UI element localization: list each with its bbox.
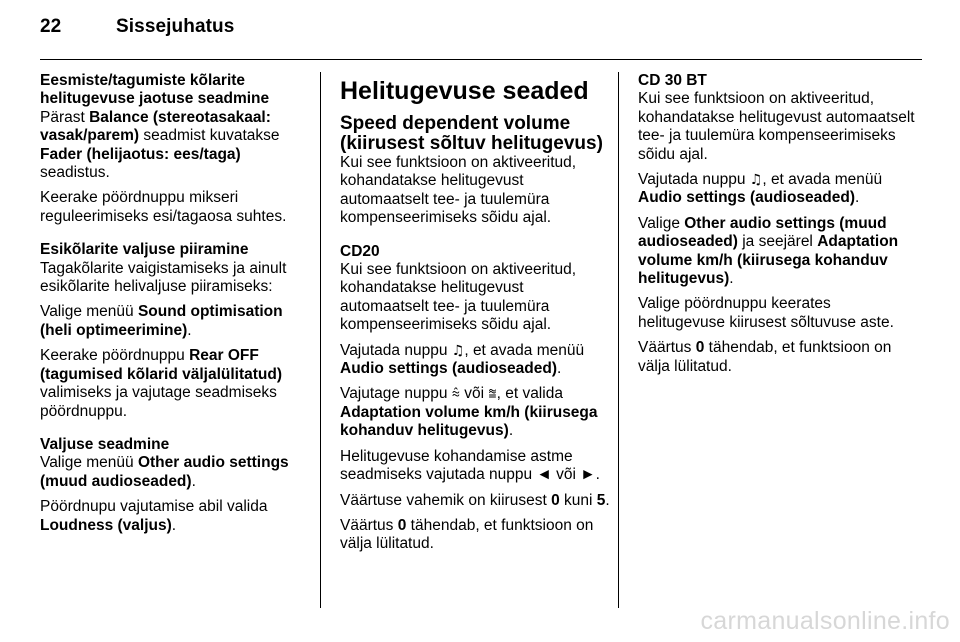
speed-dependent-volume-heading: Speed dependent volume (kiirusest sõltuv helitugevus) — [340, 113, 603, 154]
cd30-select-paragraph — [638, 215, 920, 289]
text: valimiseks ja vajutage seadmiseks pöördnuppu. — [40, 384, 277, 420]
text: seadmist kuvatakse — [139, 127, 280, 145]
text: . — [605, 491, 610, 509]
text: . — [191, 472, 196, 490]
text: , et avada menüü — [762, 171, 883, 189]
sound-optimisation-paragraph — [40, 303, 314, 340]
loudness-paragraph — [40, 498, 314, 535]
bold-term: Other audio settings (muud audioseaded) — [40, 454, 289, 490]
text: , et valida — [496, 385, 563, 403]
text: . — [855, 189, 860, 207]
bold-term: Adaptation volume km/h (kiirusega kohanduv helitugevus) — [340, 403, 598, 440]
cd30-rotate-paragraph: Valige pöördnuppu keerates helitugevuse kiirusest sõltuvuse aste. — [638, 295, 894, 331]
front-speaker-heading — [40, 241, 314, 259]
bold-value: 5 — [596, 491, 606, 509]
column-1 — [40, 72, 314, 542]
fader-paragraph — [40, 109, 314, 183]
cd20-select-paragraph — [340, 385, 610, 440]
section-title: Sissejuhatus — [116, 16, 235, 37]
text: kuni — [559, 491, 597, 509]
text: . — [557, 360, 562, 378]
bold-term: Rear OFF (tagumised kõlarid väljalülitatud) — [40, 347, 283, 383]
text: . — [171, 516, 177, 534]
up-button-icon: ⩯ — [451, 386, 460, 403]
bold-term: Other audio settings (muud audioseaded) — [638, 214, 887, 251]
bold-term: Sound optimisation (heli optimeerimine) — [40, 303, 283, 339]
watermark: carmanualsonline.info — [700, 607, 950, 635]
section-heading: Helitugevuse seaded — [340, 77, 589, 105]
fader-heading-line2: helitugevuse jaotuse seadmine — [40, 90, 270, 108]
text: Pärast — [40, 108, 90, 126]
page-header — [40, 16, 922, 38]
column-divider-1 — [320, 72, 321, 608]
bold-term: Adaptation volume km/h (kiirusega kohanduv helitugevus) — [638, 233, 899, 288]
front-speaker-heading-text: Esikõlarite valjuse piiramine — [40, 241, 249, 259]
text: . — [508, 422, 514, 440]
text: . — [187, 321, 192, 339]
text: Keerake pöördnuppu — [40, 347, 190, 365]
text: Vajutada nuppu — [340, 341, 452, 359]
text: ja seejärel — [737, 233, 818, 251]
loudness-heading — [40, 436, 314, 454]
bold-value: 0 — [397, 516, 407, 534]
column-divider-2 — [618, 72, 619, 608]
cd20-zero-paragraph — [340, 517, 610, 554]
cd20-range-paragraph — [340, 492, 610, 510]
header-rule — [40, 59, 922, 60]
bold-term: Audio settings (audioseaded) — [638, 189, 856, 207]
text: Vajutada nuppu — [638, 171, 750, 189]
column-2 — [340, 72, 610, 561]
down-button-icon: ⩰ — [488, 386, 497, 403]
cd30-heading — [638, 72, 920, 90]
text: Valige — [638, 214, 685, 232]
text: tähendab, et funktsioon on välja lülitatud. — [340, 516, 594, 553]
bold-term: Balance (stereotasakaal: vasak/parem) — [40, 108, 271, 145]
text: Valige menüü — [40, 303, 138, 321]
column-3 — [638, 72, 920, 383]
loudness-heading-text: Valjuse seadmine — [40, 435, 170, 453]
text: Valige menüü — [40, 454, 138, 472]
text: . — [729, 270, 734, 288]
bold-term: Loudness (valjus) — [40, 516, 172, 534]
speed-volume-paragraph: Kui see funktsioon on aktiveeritud, kohandatakse helitugevust automaatselt tee- ja tuulemüra kompenseerimiseks sõidu ajal. — [340, 154, 577, 227]
bold-term: Audio settings (audioseaded) — [340, 360, 558, 378]
cd20-heading — [340, 243, 610, 261]
bold-value: 0 — [551, 491, 560, 509]
bold-term: Fader (helijaotus: ees/taga) — [40, 145, 241, 163]
rear-off-paragraph — [40, 347, 314, 421]
cd30-heading-text: CD 30 BT — [638, 72, 707, 89]
cd20-paragraph: Kui see funktsioon on aktiveeritud, kohandatakse helitugevust automaatselt tee- ja tuulemüra kompenseerimiseks sõidu ajal. — [340, 261, 577, 334]
text: seadistus. — [40, 164, 110, 182]
cd20-adjust-paragraph: Helitugevuse kohandamise astme seadmiseks vajutada nuppu ◄ või ►. — [340, 447, 600, 484]
cd30-zero-paragraph — [638, 339, 920, 376]
text: Vajutage nuppu — [340, 385, 452, 403]
fader-heading-line1: Eesmiste/tagumiste kõlarite — [40, 72, 246, 89]
page-number: 22 — [40, 16, 62, 37]
cd20-menu-paragraph — [340, 342, 610, 379]
other-audio-paragraph — [40, 454, 314, 491]
cd20-heading-text: CD20 — [340, 242, 380, 260]
cd30-paragraph: Kui see funktsioon on aktiveeritud, kohandatakse helitugevust automaatselt tee- ja tuulemüra kompenseerimiseks sõidu ajal. — [638, 90, 915, 163]
tone-icon: ♫ — [749, 172, 763, 189]
fader-heading — [40, 72, 314, 109]
text: Väärtuse vahemik on kiirusest — [340, 491, 552, 509]
text: tähendab, et funktsioon on välja lülitatud. — [638, 339, 892, 375]
fader-instruction: Keerake pöördnuppu mikseri reguleerimiseks esi/tagaosa suhtes. — [40, 189, 287, 225]
bold-value: 0 — [695, 339, 705, 357]
text: , et avada menüü — [464, 341, 585, 359]
text: Pöördnupu vajutamise abil valida — [40, 498, 268, 516]
text: Väärtus — [638, 339, 696, 357]
cd30-menu-paragraph — [638, 171, 920, 208]
tone-icon: ♫ — [451, 342, 465, 359]
text: Väärtus — [340, 516, 398, 534]
front-speaker-paragraph: Tagakõlarite vaigistamiseks ja ainult esikõlarite helivaljuse piiramiseks: — [40, 259, 287, 296]
text: või — [459, 385, 489, 403]
